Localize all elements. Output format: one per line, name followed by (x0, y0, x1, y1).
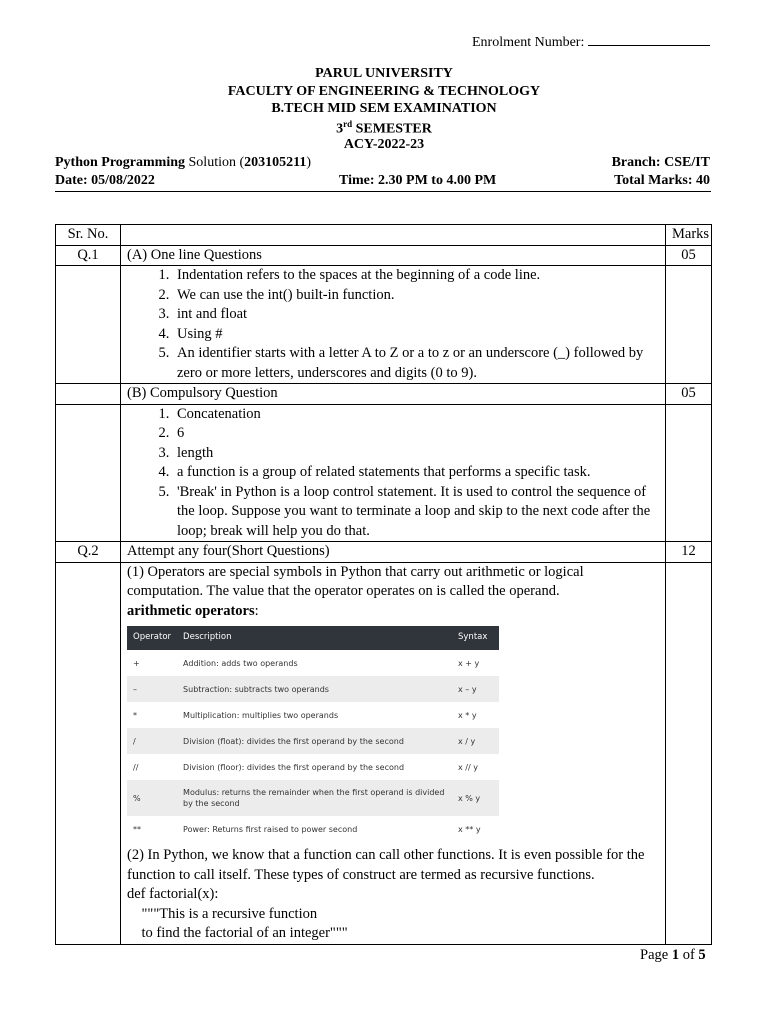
op-syntax: x % y (452, 780, 499, 816)
page-current: 1 (671, 947, 680, 963)
op-symbol: ** (133, 824, 141, 834)
table-row (56, 542, 712, 563)
q2-answer-2: (2) In Python, we know that a function can call other functions. It is even possible for the function to call itself. These types of construct are termed as recursive functions. (127, 847, 645, 883)
enrolment-label: Enrolment Number: (472, 35, 585, 50)
operator-row (127, 754, 499, 780)
semester (0, 119, 768, 138)
col-marks: Marks (666, 225, 712, 246)
op-symbol: + (133, 658, 140, 668)
table-row (56, 404, 712, 542)
subject-name: Python Programming (55, 155, 186, 170)
empty-cell (56, 562, 121, 944)
operator-row (127, 816, 499, 842)
table-row (56, 245, 712, 266)
q2-number: Q.2 (56, 542, 121, 563)
page-prefix: Page (640, 947, 672, 963)
col-srno: Sr. No. (56, 225, 121, 246)
list-item: 4. a function is a group of related statements that performs a specific task. (173, 463, 659, 483)
q1-number: Q.1 (56, 245, 121, 266)
operator-row (127, 728, 499, 754)
q2-answers (121, 562, 666, 944)
list-item: 5. An identifier starts with a letter A to Z or a to z or an underscore (_) followed by zero or more letters, underscores and digits (0 to 9). (173, 344, 659, 383)
q1a-title: (A) One line Questions (121, 245, 666, 266)
q2-answer-1-heading (127, 602, 659, 622)
op-description: Division (floor): divides the first operand by the second (183, 762, 405, 772)
operator-table (127, 626, 499, 842)
col-question (121, 225, 666, 246)
op-symbol: // (133, 762, 139, 772)
q1a-marks: 05 (666, 245, 712, 266)
op-description: Division (float): divides the first operand by the second (177, 728, 452, 754)
op-col-operator: Operator (127, 626, 177, 650)
list-item: 3. int and float (173, 305, 659, 325)
empty-cell (56, 384, 121, 405)
faculty-name: FACULTY OF ENGINEERING & TECHNOLOGY (227, 84, 541, 99)
op-description: Subtraction: subtracts two operands (177, 676, 452, 702)
q2-title: Attempt any four(Short Questions) (121, 542, 666, 563)
page-number (640, 947, 706, 964)
meta-line-subject (55, 155, 710, 171)
operator-row (127, 702, 499, 728)
empty-cell (666, 404, 712, 542)
exam-date: Date: 05/08/2022 (55, 173, 155, 188)
list-item: 2. We can use the int() built-in function. (173, 286, 659, 306)
enrolment-number (472, 33, 710, 51)
op-col-syntax: Syntax (452, 626, 499, 650)
page-of: of (679, 947, 699, 963)
operator-table-header (127, 626, 499, 650)
op-symbol: * (133, 710, 137, 720)
op-col-description: Description (177, 626, 452, 650)
list-item: 1. Indentation refers to the spaces at the beginning of a code line. (173, 266, 659, 286)
op-symbol: % (127, 780, 177, 816)
empty-cell (56, 266, 121, 384)
academic-year: ACY-2022-23 (343, 137, 425, 152)
operator-row (127, 650, 499, 676)
university-name: PARUL UNIVERSITY (315, 66, 453, 81)
total-marks: Total Marks: 40 (614, 173, 710, 188)
op-syntax: x / y (452, 728, 499, 754)
heading-colon: : (254, 602, 259, 619)
operator-row (127, 676, 499, 702)
list-item: 3. length (173, 444, 659, 464)
arithmetic-heading: arithmetic operators (127, 602, 255, 619)
subject-code-close: ) (306, 155, 312, 170)
op-symbol: / (127, 728, 177, 754)
empty-cell (56, 404, 121, 542)
meta-line-date (55, 173, 710, 189)
q1a-answers (121, 266, 666, 384)
op-description: Modulus: returns the remainder when the first operand is divided by the second (177, 780, 452, 816)
code-line: """This is a recursive function (127, 905, 318, 922)
header-divider (55, 191, 711, 192)
list-item: 1. Concatenation (173, 405, 659, 425)
q1b-title: (B) Compulsory Question (121, 384, 666, 405)
op-description: Multiplication: multiplies two operands (183, 710, 339, 720)
answer-list (127, 266, 659, 383)
op-symbol: – (127, 676, 177, 702)
op-syntax: x // y (458, 762, 478, 772)
code-line: def factorial(x): (127, 886, 219, 902)
solution-label: Solution ( (185, 155, 245, 170)
branch: Branch: CSE/IT (611, 155, 710, 170)
empty-cell (666, 266, 712, 384)
page-total: 5 (698, 947, 706, 963)
table-row (56, 266, 712, 384)
q2-marks: 12 (666, 542, 712, 563)
op-description: Power: Returns first raised to power second (183, 824, 358, 834)
q2-answer-1: (1) Operators are special symbols in Python that carry out arithmetic or logical computation. The value that the operator operates on is called the operand. (127, 563, 584, 599)
subject-code: 203105211 (244, 155, 307, 170)
list-item: 4. Using # (173, 325, 659, 345)
semester-number: 3 (336, 121, 344, 137)
op-syntax: x * y (458, 710, 477, 720)
table-header-row (56, 225, 712, 246)
exam-time: Time: 2.30 PM to 4.00 PM (339, 173, 497, 188)
exam-name: B.TECH MID SEM EXAMINATION (271, 101, 497, 116)
answer-list (127, 405, 659, 542)
operator-row (127, 780, 499, 816)
code-line: to find the factorial of an integer""" (127, 925, 348, 941)
list-item: 5. 'Break' in Python is a loop control statement. It is used to control the sequence of the loop. Suppose you want to terminate a loop and skip to the next code after the loop; break will help you do that. (173, 483, 659, 542)
op-syntax: x ** y (458, 824, 481, 834)
q1b-marks: 05 (666, 384, 712, 405)
op-description: Addition: adds two operands (183, 658, 298, 668)
enrolment-blank (588, 33, 710, 46)
q1b-answers (121, 404, 666, 542)
empty-cell (666, 562, 712, 944)
semester-suffix: rd (343, 119, 353, 129)
question-table (55, 224, 712, 945)
op-syntax: x + y (458, 658, 480, 668)
table-row (56, 562, 712, 944)
semester-word: SEMESTER (352, 121, 432, 137)
list-item: 2. 6 (173, 424, 659, 444)
table-row (56, 384, 712, 405)
op-syntax: x – y (452, 676, 499, 702)
